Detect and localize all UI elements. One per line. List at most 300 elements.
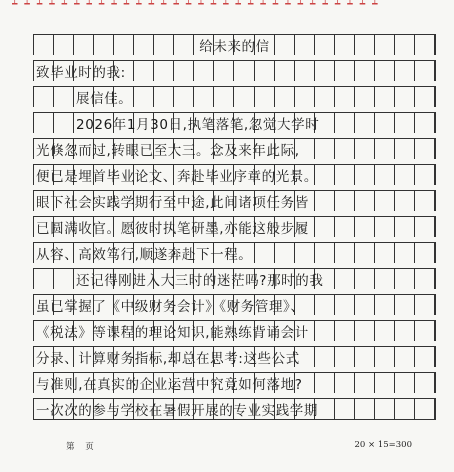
grid-cell (375, 217, 395, 237)
letter-line: 从容、高效笃行,顺遂奔赴下一程。 (36, 247, 253, 263)
grid-cell (295, 399, 315, 419)
grid-cell (335, 373, 355, 393)
letter-line: 2026年1月30日,执笔落笔,忽觉大学时 (76, 117, 320, 133)
grid-cell (355, 165, 375, 185)
grid-cell (34, 347, 54, 367)
grid-cell (94, 243, 114, 263)
grid-row (33, 164, 436, 185)
grid-cell (275, 165, 295, 185)
grid-cell (335, 243, 355, 263)
grid-cell (154, 217, 174, 237)
grid-cell (255, 165, 275, 185)
grid-cell (295, 347, 315, 367)
grid-cell (395, 399, 415, 419)
grid-cell (234, 321, 254, 341)
grid-cell (194, 191, 214, 211)
grid-cell (174, 191, 194, 211)
grid-cell (74, 399, 94, 419)
grid-cell (154, 347, 174, 367)
grid-cell (335, 35, 355, 55)
grid-cell (275, 269, 295, 289)
grid-cell (94, 347, 114, 367)
grid-cell (174, 61, 194, 81)
grid-cell (315, 165, 335, 185)
grid-cell (94, 399, 114, 419)
grid-cell (214, 113, 234, 133)
grid-cell (335, 113, 355, 133)
grid-cell (355, 87, 375, 107)
grid-cell (275, 139, 295, 159)
grid-cell (275, 399, 295, 419)
grid-row (33, 216, 436, 237)
grid-cell (54, 269, 74, 289)
grid-cell (395, 165, 415, 185)
grid-cell (194, 165, 214, 185)
grid-cell (335, 61, 355, 81)
grid-cell (295, 139, 315, 159)
grid-cell (395, 269, 415, 289)
grid-cell (154, 61, 174, 81)
grid-cell (114, 217, 134, 237)
grid-cell (335, 347, 355, 367)
grid-cell (375, 269, 395, 289)
grid-cell (134, 269, 154, 289)
grid-cell (395, 87, 415, 107)
grid-cell (174, 269, 194, 289)
grid-cell (255, 61, 275, 81)
grid-cell (234, 243, 254, 263)
grid-cell (74, 113, 94, 133)
letter-line: 眼下社会实践学期行至中途,此间诸项任务皆 (36, 195, 309, 211)
letter-line: 便已是埋首毕业论文、奔赴毕业序章的光景。 (36, 169, 318, 185)
grid-row (33, 372, 436, 393)
grid-cell (315, 139, 335, 159)
grid-cell (194, 295, 214, 315)
grid-cell (114, 165, 134, 185)
grid-cell (214, 399, 234, 419)
grid-cell (114, 113, 134, 133)
grid-cell (395, 321, 415, 341)
grid-cell (234, 139, 254, 159)
grid-cell (154, 243, 174, 263)
grid-cell (54, 347, 74, 367)
grid-cell (134, 399, 154, 419)
grid-cell (174, 295, 194, 315)
grid-cell (34, 373, 54, 393)
grid-cell (74, 191, 94, 211)
grid-cell (415, 269, 435, 289)
grid-cell (154, 373, 174, 393)
grid-cell (134, 87, 154, 107)
grid-cell (295, 113, 315, 133)
grid-cell (315, 35, 335, 55)
grid-cell (255, 347, 275, 367)
grid-cell (234, 191, 254, 211)
grid-cell (234, 217, 254, 237)
grid-cell (114, 399, 134, 419)
grid-cell (34, 243, 54, 263)
grid-cell (355, 399, 375, 419)
letter-line: 一次次的参与学校在暑假开展的专业实践学期 (36, 403, 318, 419)
grid-cell (375, 295, 395, 315)
grid-cell (214, 295, 234, 315)
grid-cell (34, 217, 54, 237)
grid-cell (255, 139, 275, 159)
grid-cell (375, 113, 395, 133)
letter-line: 致毕业时的我: (36, 65, 126, 81)
grid-row (33, 320, 436, 341)
grid-row (33, 398, 436, 420)
grid-cell (315, 373, 335, 393)
grid-cell (154, 191, 174, 211)
grid-cell (54, 321, 74, 341)
grid-cell (94, 113, 114, 133)
grid-cell (194, 87, 214, 107)
grid-cell (54, 35, 74, 55)
grid-cell (214, 347, 234, 367)
grid-cell (154, 295, 174, 315)
grid-cell (295, 191, 315, 211)
grid-cell (114, 347, 134, 367)
grid-cell (415, 321, 435, 341)
letter-line: 展信佳。 (76, 91, 133, 107)
grid-cell (355, 373, 375, 393)
grid-cell (94, 165, 114, 185)
grid-cell (114, 295, 134, 315)
grid-cell (295, 321, 315, 341)
grid-cell (54, 61, 74, 81)
grid-cell (34, 269, 54, 289)
grid-cell (214, 35, 234, 55)
grid-cell (315, 87, 335, 107)
letter-title: 给未来的信 (199, 39, 270, 55)
grid-cell (234, 87, 254, 107)
grid-cell (335, 139, 355, 159)
grid-cell (54, 191, 74, 211)
grid-cell (114, 269, 134, 289)
grid-cell (114, 87, 134, 107)
page-footer (0, 440, 454, 454)
grid-cell (94, 191, 114, 211)
grid-cell (134, 139, 154, 159)
grid-cell (214, 191, 234, 211)
grid-cell (375, 399, 395, 419)
grid-cell (275, 373, 295, 393)
letter-line: 还记得刚进入大三时的迷茫吗?那时的我 (76, 273, 324, 289)
grid-cell (315, 61, 335, 81)
grid-cell (134, 217, 154, 237)
grid-cell (74, 139, 94, 159)
grid-cell (214, 243, 234, 263)
grid-cell (415, 373, 435, 393)
grid-cell (335, 321, 355, 341)
manuscript-grid (33, 34, 436, 420)
letter-line: 虽已掌握了《中级财务会计》《财务管理》、 (36, 299, 305, 315)
grid-cell (415, 139, 435, 159)
grid-cell (174, 165, 194, 185)
grid-cell (194, 373, 214, 393)
grid-cell (34, 87, 54, 107)
grid-cell (415, 87, 435, 107)
grid-cell (375, 347, 395, 367)
letter-line: 与准则,在真实的企业运营中究竟如何落地? (36, 377, 303, 393)
grid-cell (94, 269, 114, 289)
grid-cell (415, 295, 435, 315)
grid-cell (275, 243, 295, 263)
grid-cell (94, 321, 114, 341)
grid-cell (395, 113, 415, 133)
grid-cell (255, 373, 275, 393)
grid-row (33, 112, 436, 133)
grid-cell (315, 321, 335, 341)
grid-cell (174, 243, 194, 263)
grid-cell (315, 113, 335, 133)
grid-cell (295, 217, 315, 237)
grid-cell (234, 399, 254, 419)
grid-cell (34, 399, 54, 419)
grid-cell (134, 165, 154, 185)
grid-cell (295, 243, 315, 263)
grid-cell (34, 295, 54, 315)
grid-cell (114, 35, 134, 55)
grid-cell (415, 217, 435, 237)
grid-cell (255, 217, 275, 237)
grid-cell (214, 61, 234, 81)
grid-cell (74, 269, 94, 289)
grid-cell (134, 295, 154, 315)
grid-row (33, 60, 436, 81)
grid-cell (94, 61, 114, 81)
grid-row (33, 34, 436, 55)
grid-cell (315, 347, 335, 367)
grid-cell (214, 217, 234, 237)
grid-cell (375, 373, 395, 393)
grid-cell (194, 243, 214, 263)
grid-cell (255, 113, 275, 133)
grid-cell (34, 113, 54, 133)
grid-cell (114, 373, 134, 393)
grid-cell (395, 191, 415, 211)
grid-cell (355, 243, 375, 263)
grid-cell (275, 347, 295, 367)
grid-cell (415, 61, 435, 81)
grid-cell (154, 87, 174, 107)
grid-cell (335, 191, 355, 211)
grid-cell (315, 399, 335, 419)
grid-cell (275, 217, 295, 237)
grid-cell (375, 35, 395, 55)
grid-cell (415, 399, 435, 419)
grid-cell (234, 347, 254, 367)
grid-cell (194, 399, 214, 419)
grid-cell (234, 373, 254, 393)
grid-cell (194, 35, 214, 55)
grid-cell (194, 139, 214, 159)
grid-cell (34, 139, 54, 159)
grid-cell (315, 269, 335, 289)
grid-cell (395, 35, 415, 55)
grid-cell (74, 321, 94, 341)
grid-cell (174, 87, 194, 107)
grid-cell (395, 61, 415, 81)
grid-cell (214, 139, 234, 159)
grid-cell (194, 321, 214, 341)
letter-line: 分录、计算财务指标,却总在思考:这些公式 (36, 351, 300, 367)
grid-cell (335, 269, 355, 289)
grid-cell (395, 347, 415, 367)
grid-cell (315, 217, 335, 237)
grid-cell (295, 35, 315, 55)
grid-cell (335, 165, 355, 185)
grid-spec-label: 20 × 15=300 (354, 440, 412, 450)
letter-line: 光倏忽而过,转眼已至大三。念及来年此际, (36, 143, 300, 159)
grid-cell (54, 165, 74, 185)
grid-cell (194, 113, 214, 133)
grid-cell (255, 399, 275, 419)
grid-cell (415, 347, 435, 367)
grid-cell (275, 191, 295, 211)
grid-cell (154, 35, 174, 55)
grid-cell (134, 61, 154, 81)
grid-cell (134, 347, 154, 367)
grid-cell (134, 373, 154, 393)
grid-row (33, 346, 436, 367)
top-margin-marks: ┷┷┷┷┷┷┷┷┷┷┷┷┷┷┷┷┷┷┷┷┷┷┷┷┷┷┷┷┷┷ (12, 0, 385, 10)
grid-cell (275, 61, 295, 81)
grid-cell (295, 373, 315, 393)
grid-cell (395, 295, 415, 315)
grid-cell (395, 139, 415, 159)
grid-cell (315, 243, 335, 263)
grid-cell (415, 165, 435, 185)
grid-cell (375, 243, 395, 263)
grid-cell (34, 321, 54, 341)
grid-cell (114, 139, 134, 159)
grid-cell (54, 295, 74, 315)
grid-cell (154, 165, 174, 185)
grid-cell (74, 61, 94, 81)
grid-cell (275, 295, 295, 315)
grid-cell (34, 165, 54, 185)
grid-cell (94, 373, 114, 393)
grid-cell (54, 139, 74, 159)
grid-cell (114, 61, 134, 81)
grid-cell (355, 61, 375, 81)
grid-cell (174, 373, 194, 393)
grid-cell (375, 87, 395, 107)
grid-cell (375, 139, 395, 159)
grid-cell (355, 139, 375, 159)
grid-cell (154, 139, 174, 159)
grid-cell (94, 35, 114, 55)
grid-cell (174, 321, 194, 341)
grid-cell (295, 269, 315, 289)
grid-row (33, 294, 436, 315)
grid-cell (194, 217, 214, 237)
grid-cell (174, 35, 194, 55)
grid-cell (54, 87, 74, 107)
grid-cell (375, 165, 395, 185)
grid-cell (54, 399, 74, 419)
grid-cell (134, 191, 154, 211)
grid-cell (174, 139, 194, 159)
grid-cell (255, 269, 275, 289)
grid-cell (234, 61, 254, 81)
grid-cell (194, 347, 214, 367)
grid-cell (375, 191, 395, 211)
grid-cell (74, 347, 94, 367)
grid-cell (355, 347, 375, 367)
grid-cell (74, 373, 94, 393)
grid-cell (134, 113, 154, 133)
grid-cell (295, 87, 315, 107)
grid-cell (395, 243, 415, 263)
grid-cell (94, 87, 114, 107)
grid-cell (74, 87, 94, 107)
grid-cell (174, 113, 194, 133)
grid-cell (94, 217, 114, 237)
grid-row (33, 268, 436, 289)
grid-cell (295, 295, 315, 315)
grid-cell (74, 295, 94, 315)
grid-row (33, 86, 436, 107)
grid-cell (415, 35, 435, 55)
grid-cell (154, 321, 174, 341)
grid-cell (154, 399, 174, 419)
grid-cell (355, 113, 375, 133)
grid-cell (74, 165, 94, 185)
grid-cell (194, 269, 214, 289)
grid-cell (74, 217, 94, 237)
grid-cell (295, 61, 315, 81)
grid-cell (234, 165, 254, 185)
grid-cell (54, 373, 74, 393)
grid-cell (34, 35, 54, 55)
grid-cell (295, 165, 315, 185)
grid-cell (54, 113, 74, 133)
grid-cell (355, 295, 375, 315)
grid-cell (54, 243, 74, 263)
grid-cell (134, 35, 154, 55)
grid-cell (275, 113, 295, 133)
grid-cell (255, 87, 275, 107)
page-number-label: 第 页 (66, 442, 98, 452)
grid-cell (174, 347, 194, 367)
letter-line: 《税法》等课程的理论知识,能熟练背诵会计 (36, 325, 309, 341)
grid-row (33, 190, 436, 211)
grid-cell (355, 269, 375, 289)
grid-cell (154, 113, 174, 133)
grid-cell (355, 217, 375, 237)
grid-cell (375, 321, 395, 341)
grid-cell (194, 61, 214, 81)
grid-cell (275, 35, 295, 55)
grid-cell (315, 191, 335, 211)
grid-cell (275, 87, 295, 107)
letter-line: 已圆满收官。愿彼时执笔研墨,亦能这般步履 (36, 221, 309, 237)
grid-cell (74, 35, 94, 55)
grid-cell (395, 217, 415, 237)
grid-cell (214, 165, 234, 185)
grid-row (33, 242, 436, 263)
grid-cell (335, 295, 355, 315)
grid-cell (234, 35, 254, 55)
grid-cell (234, 295, 254, 315)
grid-cell (395, 373, 415, 393)
grid-cell (415, 243, 435, 263)
grid-cell (355, 321, 375, 341)
grid-cell (315, 295, 335, 315)
